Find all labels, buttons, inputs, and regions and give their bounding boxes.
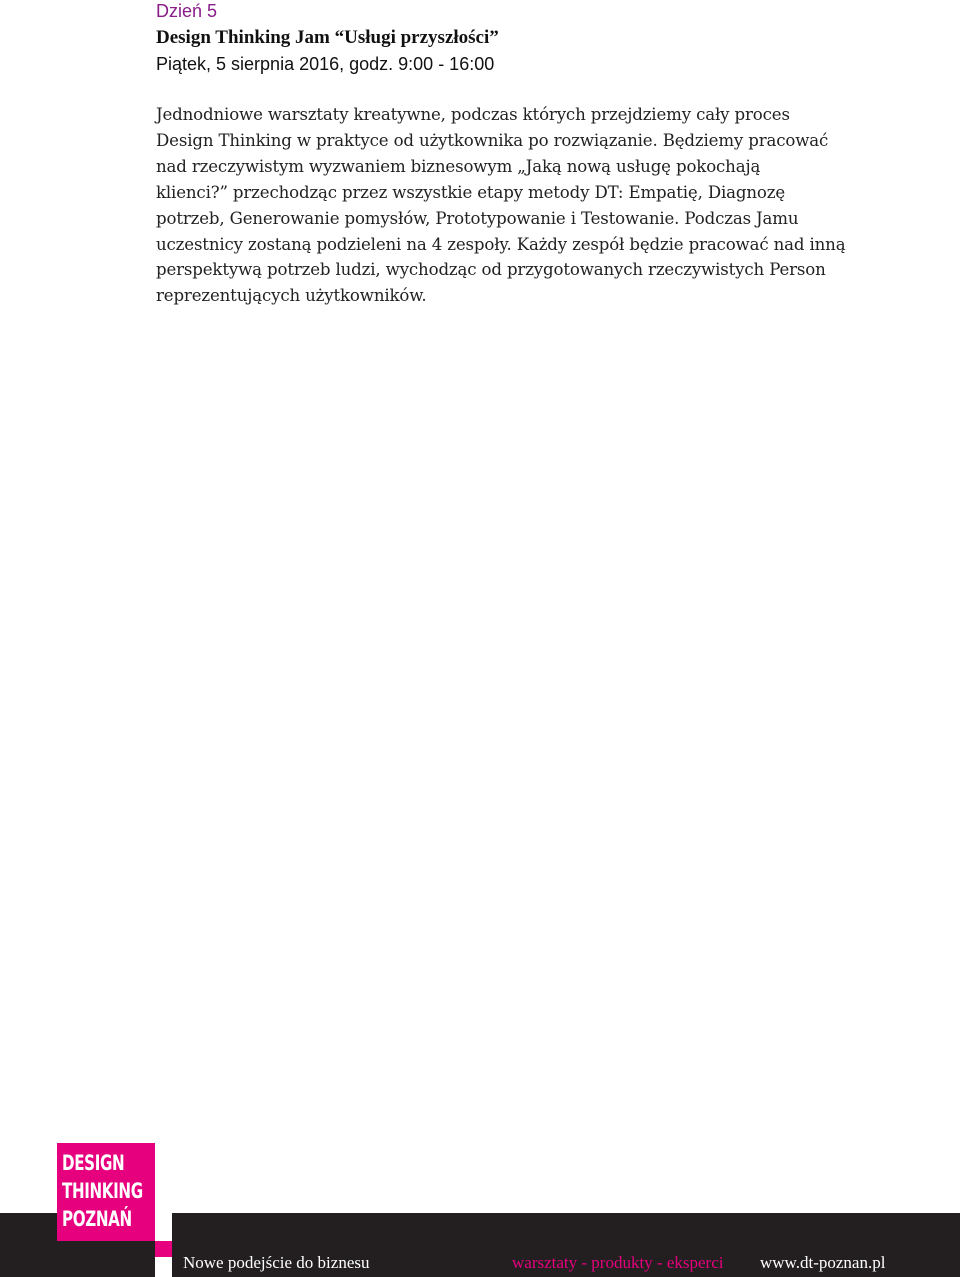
footer-tagline: Nowe podejście do biznesu: [183, 1253, 370, 1272]
event-title: Design Thinking Jam “Usługi przyszłości”: [156, 27, 499, 48]
logo-line-thinking: THINKING: [62, 1179, 143, 1203]
description-line: nad rzeczywistym wyzwaniem biznesowym „Jaką nową usługę pokochają: [156, 156, 761, 176]
logo-line-design: DESIGN: [62, 1151, 125, 1175]
description-line: Jednodniowe warsztaty kreatywne, podczas których przejdziemy cały proces: [156, 105, 790, 124]
footer-website-link[interactable]: www.dt-poznan.pl: [760, 1253, 886, 1272]
footer-bar-under-logo: [57, 1241, 155, 1277]
description-line: klienci?” przechodząc przez wszystkie etapy metody DT: Empatię, Diagnozę: [156, 182, 786, 202]
event-date: Piątek, 5 sierpnia 2016, godz. 9:00 - 16:00: [156, 54, 495, 74]
description-line: reprezentujących użytkowników.: [156, 286, 427, 306]
description-line: uczestnicy zostaną podzieleni na 4 zespoły. Każdy zespół będzie pracować nad inną: [156, 234, 846, 254]
event-description: [156, 102, 876, 309]
logo-corner-square: [155, 1241, 172, 1257]
description-line: perspektywą potrzeb ludzi, wychodząc od przygotowanych rzeczywistych Person: [156, 260, 826, 280]
design-thinking-poznan-logo: [57, 1143, 155, 1241]
footer-bar-left: [0, 1213, 57, 1277]
day-label: Dzień 5: [156, 1, 218, 21]
description-line: potrzeb, Generowanie pomysłów, Prototypowanie i Testowanie. Podczas Jamu: [156, 208, 799, 228]
logo-line-poznan: POZNAŃ: [62, 1207, 132, 1231]
event-section: [156, 0, 876, 309]
description-line: Design Thinking w praktyce od użytkownika po rozwiązanie. Będziemy pracować: [156, 130, 829, 150]
footer-offerings: warsztaty - produkty - eksperci: [512, 1253, 724, 1272]
